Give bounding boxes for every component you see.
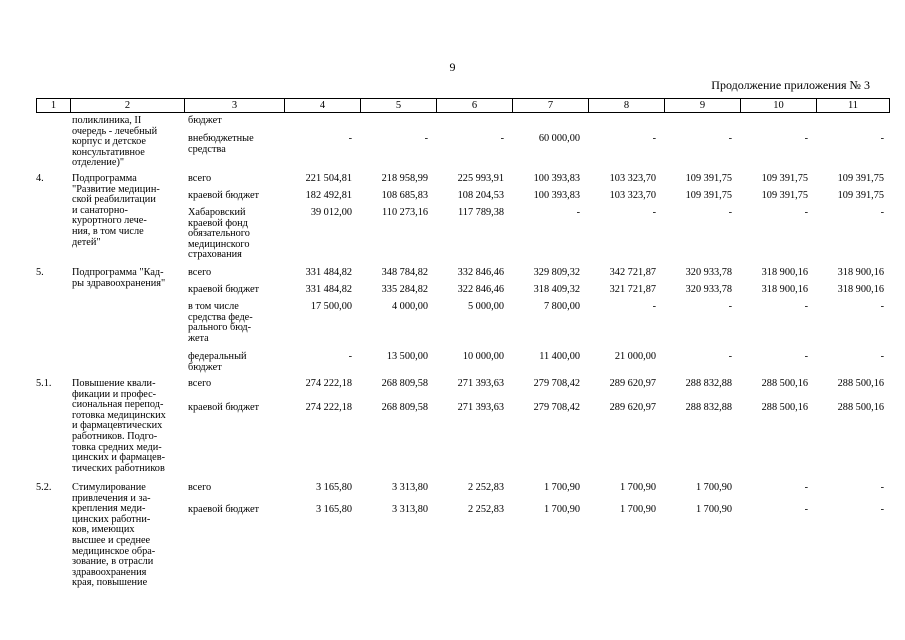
value-col-6: 271 393,63 [457, 402, 504, 413]
value-col-8: 289 620,97 [609, 402, 656, 413]
value-col-7: 1 700,90 [543, 482, 580, 493]
value-col-11: 288 500,16 [837, 378, 884, 389]
header-col-7: 7 [513, 99, 589, 113]
value-col-4: 274 222,18 [305, 378, 352, 389]
value-col-4: 3 165,80 [315, 482, 352, 493]
value-col-10: - [804, 482, 808, 493]
header-col-5: 5 [361, 99, 437, 113]
value-col-11: - [880, 482, 884, 493]
value-col-4: 17 500,00 [310, 301, 352, 312]
value-col-10: 288 500,16 [761, 378, 808, 389]
value-col-6: 5 000,00 [467, 301, 504, 312]
funding-source: в том числе средства феде- рального бюд- жета [188, 301, 253, 344]
value-col-10: - [804, 504, 808, 515]
row-title: Стимулирование привлечения и за- крепления меди- цинских работни- ков, имеющих высшее и среднее медицинское обра- зование, в отрасли здравоохранения края, повышение [72, 482, 156, 589]
value-col-8: 1 700,90 [619, 482, 656, 493]
value-col-8: - [652, 133, 656, 144]
header-col-8: 8 [589, 99, 665, 113]
value-col-6: 332 846,46 [457, 267, 504, 278]
value-col-9: - [728, 207, 732, 218]
value-col-9: 1 700,90 [695, 504, 732, 515]
funding-source: краевой бюджет [188, 402, 260, 413]
value-col-5: 13 500,00 [386, 351, 428, 362]
value-col-9: - [728, 133, 732, 144]
header-col-2: 2 [71, 99, 185, 113]
header-col-6: 6 [437, 99, 513, 113]
value-col-6: 2 252,83 [467, 482, 504, 493]
header-col-11: 11 [817, 99, 890, 113]
value-col-8: - [652, 207, 656, 218]
value-col-11: 288 500,16 [837, 402, 884, 413]
value-col-11: - [880, 133, 884, 144]
value-col-4: 182 492,81 [305, 190, 352, 201]
value-col-5: 348 784,82 [381, 267, 428, 278]
row-title: Подпрограмма "Развитие медицин- ской реабилитации и санаторно- курортного лече- ния, в том числе детей" [72, 173, 160, 248]
value-col-5: 218 958,99 [381, 173, 428, 184]
funding-source: внебюджетные средства [188, 133, 254, 155]
value-col-4: 3 165,80 [315, 504, 352, 515]
value-col-10: - [804, 351, 808, 362]
value-col-5: 3 313,80 [391, 482, 428, 493]
value-col-9: 320 933,78 [685, 267, 732, 278]
value-col-8: 321 721,87 [609, 284, 656, 295]
value-col-7: 7 800,00 [543, 301, 580, 312]
value-col-4: - [348, 351, 352, 362]
value-col-9: - [728, 301, 732, 312]
row-number: 5.1. [36, 378, 52, 389]
value-col-6: - [500, 133, 504, 144]
value-col-6: 225 993,91 [457, 173, 504, 184]
funding-source: всего [188, 482, 212, 493]
value-col-5: 268 809,58 [381, 402, 428, 413]
value-col-5: 335 284,82 [381, 284, 428, 295]
value-col-9: 288 832,88 [685, 402, 732, 413]
value-col-10: 318 900,16 [761, 284, 808, 295]
value-col-8: 103 323,70 [609, 190, 656, 201]
value-col-5: 3 313,80 [391, 504, 428, 515]
value-col-11: - [880, 301, 884, 312]
header-col-9: 9 [665, 99, 741, 113]
page-number: 9 [449, 60, 456, 74]
value-col-8: - [652, 301, 656, 312]
row-title: Подпрограмма "Кад- ры здравоохранения" [72, 267, 166, 289]
value-col-5: 4 000,00 [391, 301, 428, 312]
funding-source: бюджет [188, 115, 222, 126]
value-col-8: 1 700,90 [619, 504, 656, 515]
value-col-4: 331 484,82 [305, 267, 352, 278]
value-col-6: 322 846,46 [457, 284, 504, 295]
value-col-7: 60 000,00 [538, 133, 580, 144]
header-col-4: 4 [285, 99, 361, 113]
appendix-continuation: Продолжение приложения № 3 [711, 78, 870, 92]
value-col-7: 318 409,32 [533, 284, 580, 295]
value-col-9: 288 832,88 [685, 378, 732, 389]
value-col-11: 109 391,75 [837, 173, 884, 184]
row-title: Повышение квали- фикации и профес- сиональная перепод- готовка медицинских и фармацевтических работников. Подго- товка средних меди- цинских и фармацев- тических работников [72, 378, 166, 474]
value-col-9: 109 391,75 [685, 190, 732, 201]
value-col-5: - [424, 133, 428, 144]
value-col-10: 288 500,16 [761, 402, 808, 413]
row-number: 4. [36, 173, 44, 184]
value-col-11: - [880, 207, 884, 218]
value-col-9: 1 700,90 [695, 482, 732, 493]
row-number: 5. [36, 267, 44, 278]
value-col-5: 108 685,83 [381, 190, 428, 201]
value-col-7: 1 700,90 [543, 504, 580, 515]
value-col-8: 21 000,00 [614, 351, 656, 362]
value-col-6: 271 393,63 [457, 378, 504, 389]
column-number-header [36, 98, 890, 113]
value-col-10: - [804, 301, 808, 312]
value-col-7: 329 809,32 [533, 267, 580, 278]
funding-source: всего [188, 378, 212, 389]
value-col-4: 221 504,81 [305, 173, 352, 184]
value-col-11: 109 391,75 [837, 190, 884, 201]
header-col-10: 10 [741, 99, 817, 113]
value-col-7: 11 400,00 [539, 351, 580, 362]
value-col-5: 268 809,58 [381, 378, 428, 389]
value-col-4: - [348, 133, 352, 144]
value-col-11: 318 900,16 [837, 284, 884, 295]
row-title: поликлиника, II очередь - лечебный корпус и детское консультативное отделение)" [72, 115, 158, 169]
value-col-11: - [880, 351, 884, 362]
header-col-1: 1 [37, 99, 71, 113]
value-col-10: - [804, 133, 808, 144]
funding-source: всего [188, 173, 212, 184]
value-col-4: 39 012,00 [310, 207, 352, 218]
value-col-5: 110 273,16 [382, 207, 428, 218]
value-col-10: 109 391,75 [761, 173, 808, 184]
value-col-8: 289 620,97 [609, 378, 656, 389]
header-col-3: 3 [185, 99, 285, 113]
value-col-11: 318 900,16 [837, 267, 884, 278]
value-col-10: 318 900,16 [761, 267, 808, 278]
value-col-7: 279 708,42 [533, 378, 580, 389]
value-col-4: 331 484,82 [305, 284, 352, 295]
funding-source: Хабаровский краевой фонд обязательного медицинского страхования [188, 207, 250, 261]
funding-source: всего [188, 267, 212, 278]
value-col-9: 109 391,75 [685, 173, 732, 184]
value-col-11: - [880, 504, 884, 515]
value-col-10: 109 391,75 [761, 190, 808, 201]
funding-source: федеральный бюджет [188, 351, 247, 373]
value-col-7: 100 393,83 [533, 190, 580, 201]
value-col-8: 103 323,70 [609, 173, 656, 184]
value-col-7: - [576, 207, 580, 218]
row-number: 5.2. [36, 482, 52, 493]
value-col-9: 320 933,78 [685, 284, 732, 295]
value-col-7: 100 393,83 [533, 173, 580, 184]
value-col-7: 279 708,42 [533, 402, 580, 413]
value-col-6: 117 789,38 [458, 207, 504, 218]
value-col-4: 274 222,18 [305, 402, 352, 413]
value-col-8: 342 721,87 [609, 267, 656, 278]
funding-source: краевой бюджет [188, 284, 260, 295]
value-col-10: - [804, 207, 808, 218]
value-col-6: 2 252,83 [467, 504, 504, 515]
value-col-9: - [728, 351, 732, 362]
value-col-6: 10 000,00 [462, 351, 504, 362]
value-col-6: 108 204,53 [457, 190, 504, 201]
funding-source: краевой бюджет [188, 190, 260, 201]
funding-source: краевой бюджет [188, 504, 260, 515]
